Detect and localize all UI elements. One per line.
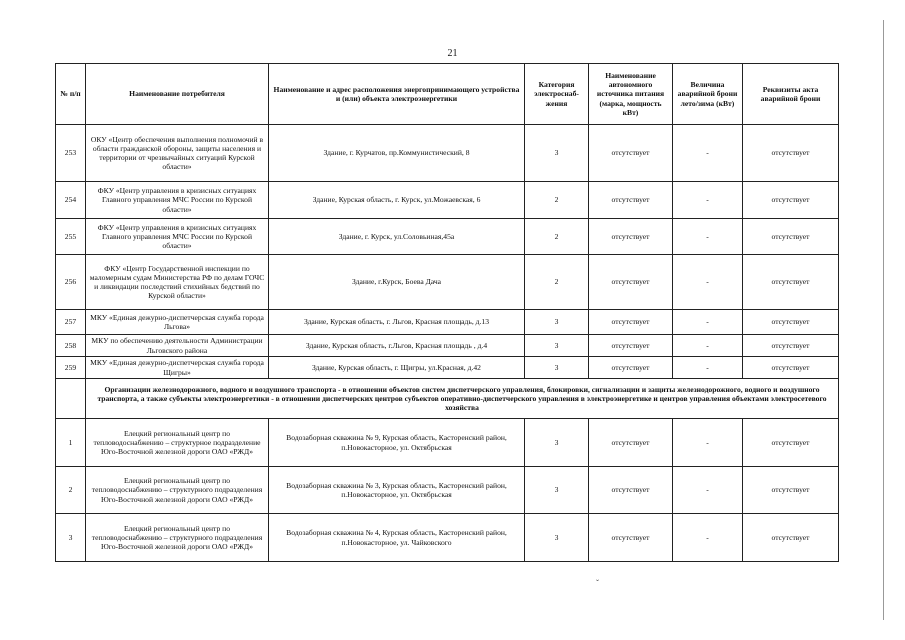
row-act: отсутствует	[743, 182, 839, 219]
row-consumer: ОКУ «Центр обеспечения выполнения полномочий в области гражданской обороны, защиты населения и территории от чрезвычайных ситуаций Курской области»	[86, 125, 269, 182]
row-num: 259	[56, 357, 86, 379]
row-num: 257	[56, 310, 86, 335]
reserve-table	[55, 63, 839, 562]
row-reserve: -	[673, 419, 743, 467]
table-row	[56, 182, 839, 219]
header-consumer: Наименование потребителя	[86, 64, 269, 125]
row-reserve: -	[673, 255, 743, 310]
row-address: Здание, Курская область, г. Щигры, ул.Красная, д.42	[269, 357, 525, 379]
row-num: 1	[56, 419, 86, 467]
section-title: Организации железнодорожного, водного и воздушного транспорта - в отношении объектов систем диспетчерского управления, блокировки, сигнализации и защиты железнодорожного, водного и воздушного транспорта, а также субъекты электроэнергетики - в отношении диспетчерских центров субъектов оперативно-диспетчерского управления в электроэнергетике и центров управления объектами электросетевого хозяйства	[86, 379, 839, 419]
row-num: 255	[56, 219, 86, 255]
table-row	[56, 514, 839, 562]
page-number: 21	[447, 48, 458, 59]
row-act: отсутствует	[743, 335, 839, 357]
header-category: Категория электроснаб-жения	[525, 64, 589, 125]
row-act: отсутствует	[743, 125, 839, 182]
row-act: отсутствует	[743, 357, 839, 379]
row-consumer: Елецкий региональный центр по тепловодоснабжению – структурного подразделения Юго-Восточной железной дороги ОАО «РЖД»	[86, 514, 269, 562]
row-num: 3	[56, 514, 86, 562]
row-act: отсутствует	[743, 514, 839, 562]
row-consumer: МКУ по обеспечению деятельности Администрации Льговского района	[86, 335, 269, 357]
row-category: 2	[525, 219, 589, 255]
row-source: отсутствует	[589, 419, 673, 467]
table-row	[56, 310, 839, 335]
row-address: Водозаборная скважина № 3, Курская область, Касторенский район, п.Новокасторное, ул. Октябрьская	[269, 467, 525, 514]
table-row	[56, 467, 839, 514]
row-address: Водозаборная скважина № 4, Курская область, Касторенский район, п.Новокасторное, ул. Чайковского	[269, 514, 525, 562]
row-consumer: МКУ «Единая дежурно-диспетчерская служба города Щигры»	[86, 357, 269, 379]
row-act: отсутствует	[743, 419, 839, 467]
row-num: 256	[56, 255, 86, 310]
section-row	[56, 379, 839, 419]
header-source: Наименование автономного источника питания (марка, мощность кВт)	[589, 64, 673, 125]
row-source: отсутствует	[589, 125, 673, 182]
row-reserve: -	[673, 310, 743, 335]
table-row	[56, 335, 839, 357]
row-act: отсутствует	[743, 467, 839, 514]
row-num: 254	[56, 182, 86, 219]
row-source: отсутствует	[589, 467, 673, 514]
row-act: отсутствует	[743, 219, 839, 255]
page-edge-line	[883, 20, 884, 620]
row-source: отсутствует	[589, 310, 673, 335]
row-category: 2	[525, 182, 589, 219]
row-address: Водозаборная скважина № 9, Курская область, Касторенский район, п.Новокасторное, ул. Октябрьская	[269, 419, 525, 467]
row-consumer: ФКУ «Центр управления в кризисных ситуациях Главного управления МЧС России по Курской области»	[86, 182, 269, 219]
row-address: Здание, Курская область, г. Льгов, Красная площадь, д.13	[269, 310, 525, 335]
row-reserve: -	[673, 125, 743, 182]
header-address: Наименование и адрес расположения энергопринимающего устройства и (или) объекта электроэнергетики	[269, 64, 525, 125]
header-num: № п/п	[56, 64, 86, 125]
table-row	[56, 125, 839, 182]
row-source: отсутствует	[589, 219, 673, 255]
row-category: 2	[525, 255, 589, 310]
row-num: 258	[56, 335, 86, 357]
row-category: 3	[525, 467, 589, 514]
row-reserve: -	[673, 357, 743, 379]
scan-mark: ˇ	[596, 578, 599, 588]
row-address: Здание, Курская область, г.Льгов, Красная площадь , д.4	[269, 335, 525, 357]
row-consumer: Елецкий региональный центр по тепловодоснабжению – структурное подразделение Юго-Восточной железной дороги ОАО «РЖД»	[86, 419, 269, 467]
row-address: Здание, Курская область, г. Курск, ул.Можаевская, 6	[269, 182, 525, 219]
row-address: Здание, г. Курск, ул.Соловьиная,45а	[269, 219, 525, 255]
row-category: 3	[525, 514, 589, 562]
table-row	[56, 255, 839, 310]
row-consumer: ФКУ «Центр управления в кризисных ситуациях Главного управления МЧС России по Курской области»	[86, 219, 269, 255]
table-header-row	[56, 64, 839, 125]
row-consumer: ФКУ «Центр Государственной инспекции по маломерным судам Министерства РФ по делам ГОЧС и ликвидации последствий стихийных бедствий по Курской области»	[86, 255, 269, 310]
row-num: 253	[56, 125, 86, 182]
table-row	[56, 357, 839, 379]
row-source: отсутствует	[589, 335, 673, 357]
row-act: отсутствует	[743, 310, 839, 335]
row-reserve: -	[673, 335, 743, 357]
row-category: 3	[525, 357, 589, 379]
row-consumer: Елецкий региональный центр по тепловодоснабжению – структурного подразделения Юго-Восточной железной дороги ОАО «РЖД»	[86, 467, 269, 514]
row-reserve: -	[673, 467, 743, 514]
row-source: отсутствует	[589, 357, 673, 379]
row-source: отсутствует	[589, 514, 673, 562]
row-num: 2	[56, 467, 86, 514]
row-reserve: -	[673, 182, 743, 219]
row-category: 3	[525, 310, 589, 335]
row-address: Здание, г. Курчатов, пр.Коммунистический, 8	[269, 125, 525, 182]
row-consumer: МКУ «Единая дежурно-диспетчерская служба города Льгова»	[86, 310, 269, 335]
row-category: 3	[525, 335, 589, 357]
row-source: отсутствует	[589, 255, 673, 310]
header-act: Реквизиты акта аварийной брони	[743, 64, 839, 125]
header-reserve: Величина аварийной брони лето/зима (кВт)	[673, 64, 743, 125]
row-address: Здание, г.Курск, Боева Дача	[269, 255, 525, 310]
row-reserve: -	[673, 219, 743, 255]
table-row	[56, 419, 839, 467]
row-category: 3	[525, 419, 589, 467]
row-source: отсутствует	[589, 182, 673, 219]
row-act: отсутствует	[743, 255, 839, 310]
row-reserve: -	[673, 514, 743, 562]
row-category: 3	[525, 125, 589, 182]
table-row	[56, 219, 839, 255]
